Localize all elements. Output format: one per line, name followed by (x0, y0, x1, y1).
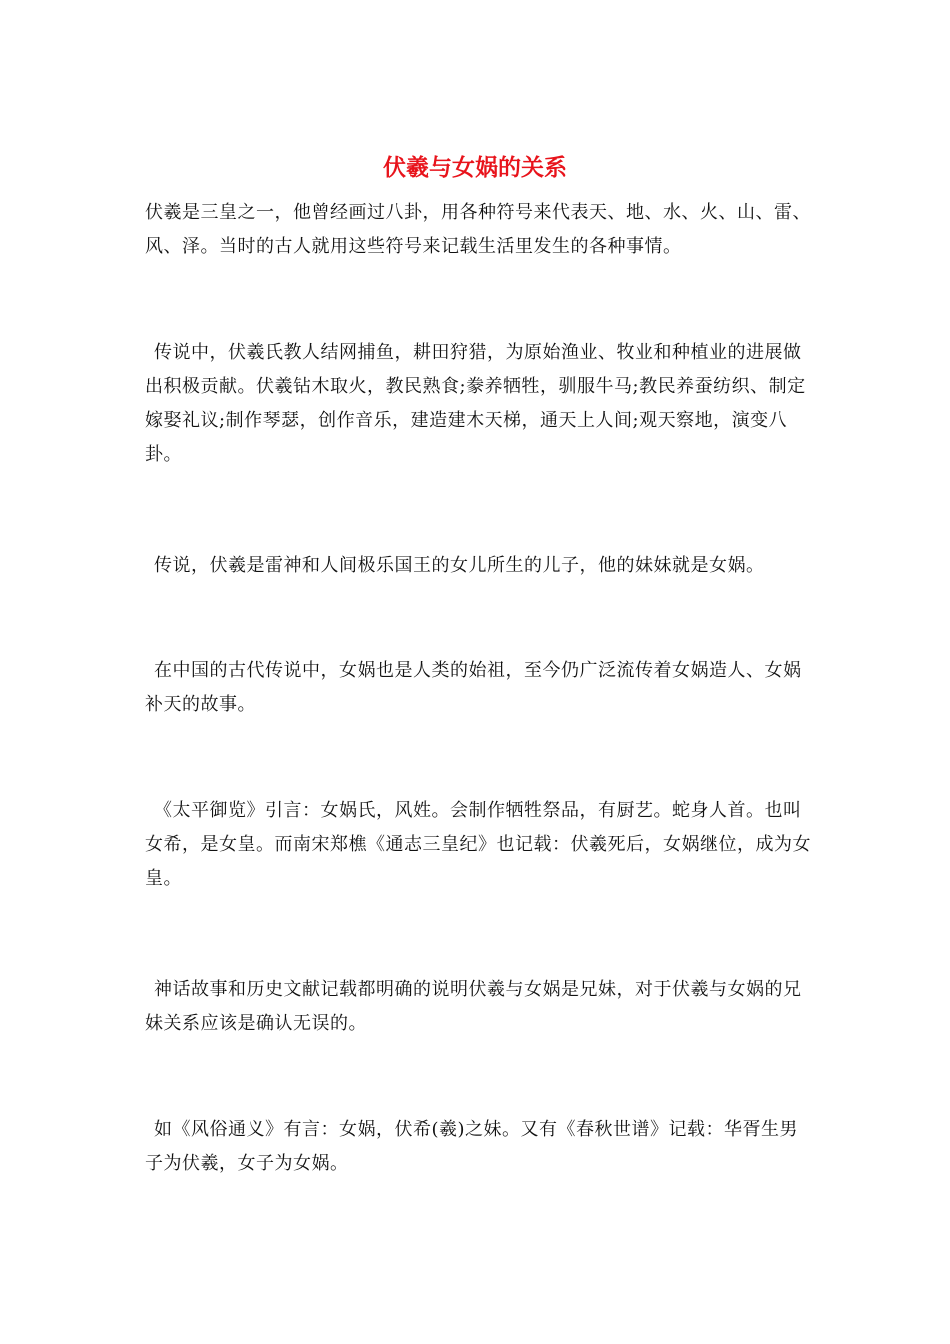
paragraph-fengsu-tongyi: 如《风俗通义》有言：女娲，伏希(羲)之妹。又有《春秋世谱》记载：华胥生男子为伏羲，女子为女娲。 (145, 1119, 799, 1174)
paragraph-intro: 伏羲是三皇之一，他曾经画过八卦，用各种符号来代表天、地、水、火、山、雷、风、泽。当时的古人就用这些符号来记载生活里发生的各种事情。 (145, 202, 811, 257)
paragraph-taiping-yulan: 《太平御览》引言：女娲氏，风姓。会制作牺牲祭品，有厨艺。蛇身人首。也叫女希，是女皇。而南宋郑樵《通志三皇纪》也记载：伏羲死后，女娲继位，成为女皇。 (145, 800, 811, 889)
page-title: 伏羲与女娲的关系 (383, 154, 567, 181)
paragraph-legend-deeds: 传说中，伏羲氏教人结网捕鱼，耕田狩猎，为原始渔业、牧业和种植业的进展做出积极贡献。伏羲钻木取火，教民熟食;豢养牺牲，驯服牛马;教民养蚕纺织、制定嫁娶礼议;制作琴瑟，创作音乐，建造建木天梯，通天上人间;观天察地，演变八卦。 (145, 342, 806, 465)
paragraph-nuwa-ancestor: 在中国的古代传说中，女娲也是人类的始祖，至今仍广泛流传着女娲造人、女娲补天的故事。 (145, 660, 802, 715)
paragraph-sibling-relation: 神话故事和历史文献记载都明确的说明伏羲与女娲是兄妹，对于伏羲与女娲的兄妹关系应该是确认无误的。 (145, 979, 802, 1034)
paragraph-birth-legend: 传说，伏羲是雷神和人间极乐国王的女儿所生的儿子，他的妹妹就是女娲。 (154, 555, 765, 576)
